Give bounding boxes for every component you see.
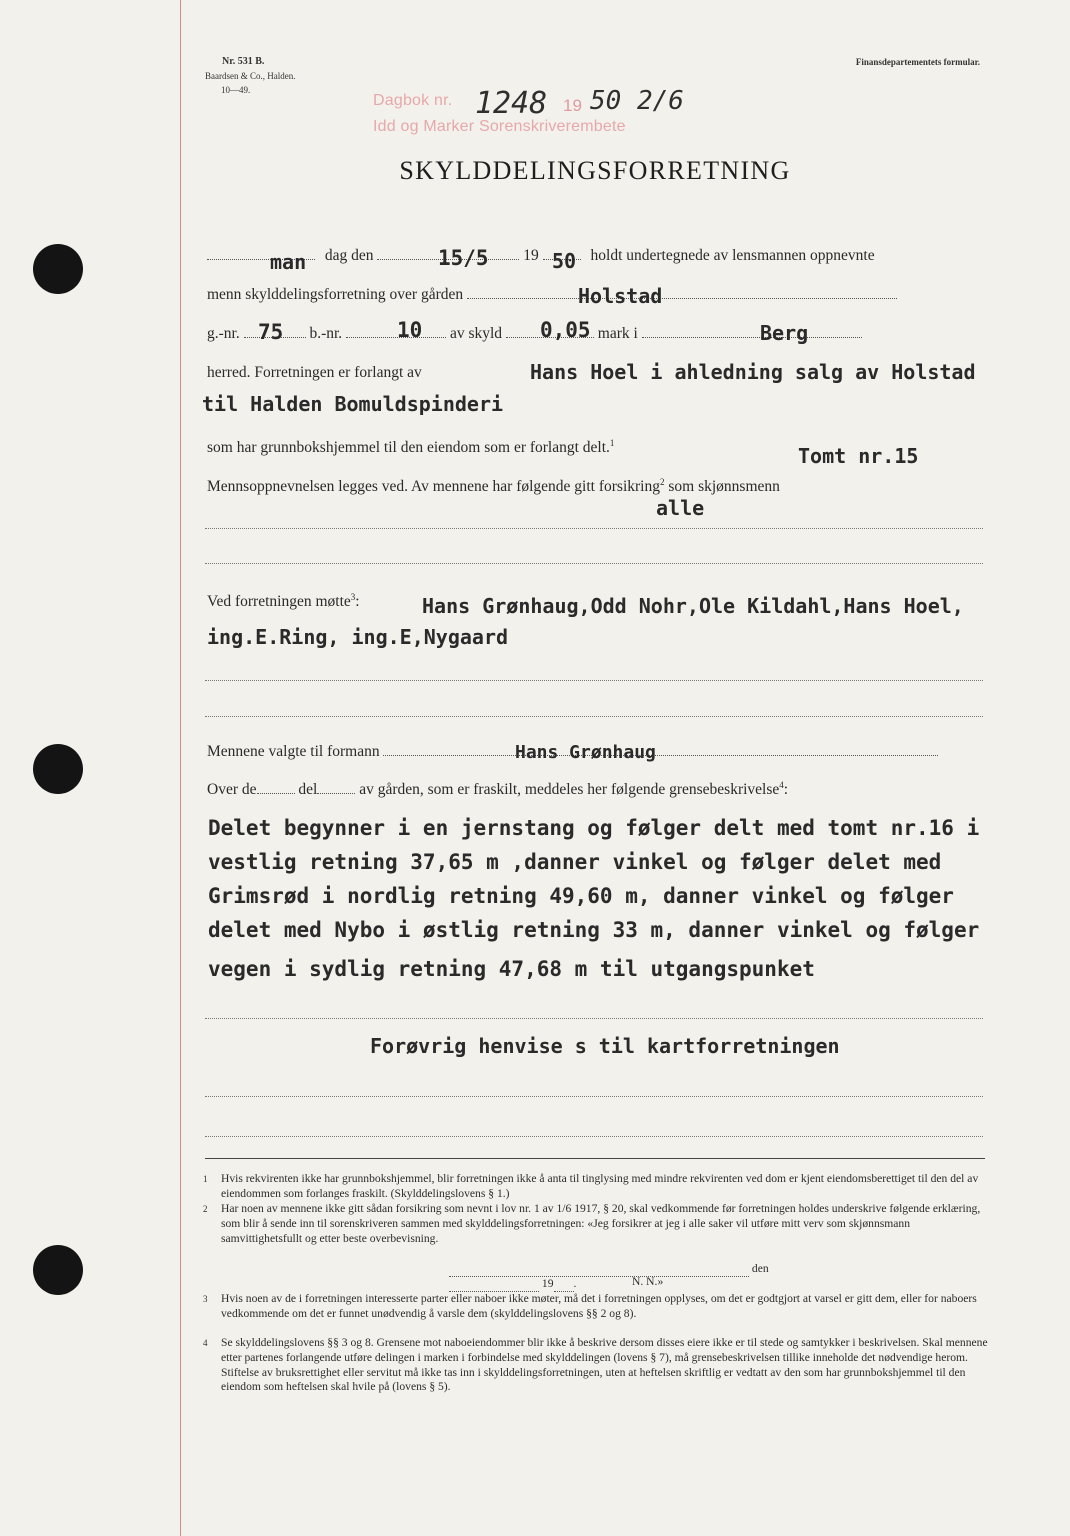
blank-rule-1	[205, 528, 983, 529]
farm-name: Holstad	[578, 284, 663, 308]
del-label: del	[298, 781, 318, 799]
boundary-intro-text: av gården, som er fraskilt, meddeles her følgende grensebeskrivelse	[359, 781, 780, 799]
gnr-value: 75	[258, 320, 284, 344]
description-line-4: delet med Nybo i østlig retning 33 m, danner vinkel og følger	[208, 918, 980, 942]
mark-label: mark i	[597, 325, 638, 342]
weekday: man	[270, 250, 307, 274]
footnote-3	[203, 1292, 988, 1322]
chairman-name: Hans Grønhaug	[515, 742, 656, 763]
mennsopp-tail: som skjønnsmenn	[668, 478, 780, 496]
boundary-footnote-ref: 4	[779, 780, 784, 790]
reference-note: Forøvrig henvise s til kartforretningen	[370, 1034, 840, 1058]
footnote-4	[203, 1336, 988, 1395]
skyld-value: 0,05	[540, 318, 591, 342]
blank-rule-3	[205, 680, 983, 681]
over-de-label: Over de	[207, 781, 257, 799]
blank-rule-7	[205, 1136, 983, 1137]
printer: Baardsen & Co., Halden.	[205, 71, 296, 81]
punch-hole-top	[33, 244, 83, 294]
skyld-label: av skyld	[449, 325, 503, 342]
footnote-3-number: 3	[203, 1294, 208, 1304]
blank-rule-6	[205, 1096, 983, 1097]
bnr-value: 10	[397, 318, 423, 342]
gnr-label: g.-nr.	[207, 325, 240, 342]
municipality: Berg	[760, 321, 809, 345]
footnote-signature	[632, 1275, 732, 1290]
date-value: 15/5	[438, 246, 489, 270]
mennsopp-line	[207, 477, 780, 496]
hjemmel-text: som har grunnbokshjemmel til den eiendom som er forlangt delt.	[207, 439, 610, 457]
present-label: Ved forretningen møtte	[207, 593, 351, 611]
year-value: 50	[552, 249, 577, 273]
chairman-label: Mennene valgte til formann	[207, 743, 380, 760]
journal-stamp-label: Dagbok nr.	[373, 92, 453, 109]
punch-hole-bottom	[33, 1245, 83, 1295]
footnote-2-number: 2	[203, 1204, 208, 1214]
margin-line	[180, 0, 181, 1536]
year-prefix: 19	[523, 247, 539, 264]
bnr-label: b.-nr.	[309, 325, 343, 342]
tomt-number: Tomt nr.15	[798, 444, 919, 468]
journal-number: 1248	[475, 86, 548, 121]
mennsopp-footnote-ref: 2	[659, 477, 665, 487]
footnote-2-text: Har noen av mennene ikke gitt sådan forsikring som nevnt i lov nr. 1 av 1/6 1917, § 20, skal vedkommende før forretningen holdes underskrive følgende erklæring, som blir å sende inn til sorenskriveren sammen med skylddelingsforretningen: «Jeg forsikrer at jeg i alle saker vil utføre mitt verv som skjønnsmann samvittighetsfullt og etter beste overbevisning.	[221, 1202, 981, 1245]
footnote-1	[203, 1172, 988, 1202]
footnote-4-number: 4	[203, 1338, 208, 1348]
hjemmel-line	[207, 438, 614, 457]
requested-line	[207, 364, 422, 382]
dag-den-label: dag den	[324, 247, 374, 264]
punch-hole-middle	[33, 744, 83, 794]
requested-by-1: Hans Hoel i ahledning salg av Holstad	[530, 360, 976, 384]
footnote-year-prefix: 19	[541, 1276, 554, 1290]
hjemmel-footnote-ref: 1	[609, 438, 615, 448]
requested-label: herred. Forretningen er forlangt av	[207, 364, 422, 381]
requested-by-2: til Halden Bomuldspinderi	[202, 392, 504, 416]
present-line: Ved forretningen møtte$^3$:	[207, 592, 360, 611]
alle: alle	[656, 496, 705, 520]
blank-rule-5	[205, 1018, 983, 1019]
footnote-4-text: Se skylddelingslovens §§ 3 og 8. Grensene mot naboeiendommer blir ikke å beskrive dersom disses eiere ikke er til stede og samtykker i beskrivelsen. Skal mennene etter partenes forlangende utføre delingen i marken i forbindelse med skylddelingen (lovens § 7), må grensebeskrivelsen tillike inneholde det nødvendige herom. Stiftelse av bruksrettighet eller servitut må ikke tas inn i skylddelingsforretningen, uten at heftelsen skriftlig er vedtatt av den som har grunnbokshjemmel til den eiendom som heftelsen skal hvile på (lovens § 5).	[221, 1336, 988, 1394]
footnote-den: den	[751, 1262, 769, 1275]
print-date: 10—49.	[221, 85, 251, 95]
mennsopp-text: Mennsoppnevnelsen legges ved. Av mennene har følgende gitt forsikring	[207, 478, 660, 496]
stamp-year-prefix: 19	[563, 96, 582, 115]
present-footnote-ref: 3	[350, 592, 356, 602]
present-names-1: Hans Grønhaug,Odd Nohr,Ole Kildahl,Hans Hoel,	[422, 594, 964, 618]
office-stamp: Idd og Marker Sorenskriverembete	[373, 118, 626, 135]
footnote-2	[203, 1202, 988, 1246]
footnote-2-date: den 19 .	[449, 1262, 849, 1292]
description-line-5: vegen i sydlig retning 47,68 m til utgangspunket	[208, 957, 815, 981]
present-names-2: ing.E.Ring, ing.E,Nygaard	[207, 625, 509, 649]
form-owner: Finansdepartementets formular.	[855, 57, 980, 67]
footnote-3-text: Hvis noen av de i forretningen interesserte parter eller naboer ikke møter, må det i forretningen opplyses, om det er godtgjort at varsel er gitt dem, eller for naboers vedkommende om det er funnet unødvendig å varsle dem (skylddelingslovens §§ 2 og 8).	[221, 1292, 977, 1320]
footnote-nn: N. N.»	[632, 1275, 664, 1288]
description-line-1: Delet begynner i en jernstang og følger delt med tomt nr.16 i	[208, 816, 980, 840]
description-line-2: vestlig retning 37,65 m ,danner vinkel og følger delet med	[208, 850, 942, 874]
blank-rule-4	[205, 716, 983, 717]
footnote-divider	[205, 1158, 985, 1159]
held-text: holdt undertegnede av lensmannen oppnevnte	[590, 247, 875, 264]
date-line	[207, 247, 875, 265]
footnote-1-number: 1	[203, 1174, 208, 1184]
footnote-1-text: Hvis rekvirenten ikke har grunnbokshjemmel, blir forretningen ikke å anta til tinglysing med mindre rekvirenten ved dom er kjent eiendomsberettiget til den del av eiendommen som forlanges fraskilt. (Skylddelingslovens § 1.)	[221, 1172, 979, 1200]
form-number: Nr. 531 B.	[222, 56, 265, 67]
journal-date: 50 2/6	[590, 86, 684, 116]
men-text: menn skylddelingsforretning over gården	[207, 286, 464, 303]
boundary-intro-line: Over de del av gården, som er fraskilt, meddeles her følgende grensebeskrivelse$^4$:	[207, 780, 789, 799]
description-line-3: Grimsrød i nordlig retning 49,60 m, danner vinkel og følger	[208, 884, 954, 908]
document-title: SKYLDDELINGSFORRETNING	[399, 156, 791, 185]
farm-line	[207, 286, 897, 304]
blank-rule-2	[205, 563, 983, 564]
